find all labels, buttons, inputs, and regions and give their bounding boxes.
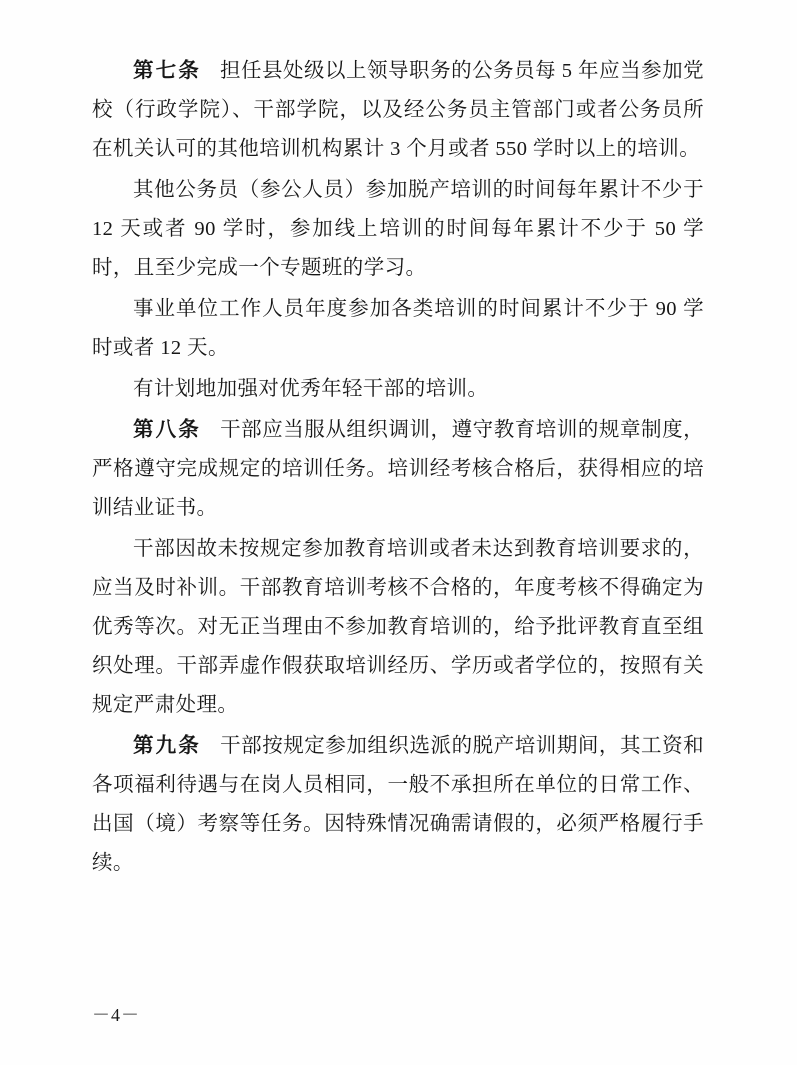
paragraph-text-1: 担任县处级以上领导职务的公务员每 5 年应当参加党校（行政学院）、干部学院，以及经公务员主管部门或者公务员所在机关认可的其他培训机构累计 3 个月或者 550 学时以上的培训。 [92, 60, 705, 160]
paragraph-5 [92, 411, 704, 528]
paragraph-3 [92, 290, 704, 368]
article-label-3: 第九条 [133, 735, 201, 757]
paragraph-text-7: 干部按规定参加组织选派的脱产培训期间，其工资和各项福利待遇与在岗人员相同，一般不承担所在单位的日常工作、出国（境）考察等任务。因特殊情况确需请假的，必须严格履行手续。 [92, 735, 705, 874]
paragraph-4 [92, 370, 704, 409]
paragraph-text-3: 事业单位工作人员年度参加各类培训的时间累计不少于 90 学时或者 12 天。 [92, 298, 704, 359]
paragraph-1 [92, 52, 704, 169]
article-label-2: 第八条 [133, 419, 201, 441]
paragraph-6 [92, 530, 704, 725]
paragraph-text-5: 干部应当服从组织调训，遵守教育培训的规章制度，严格遵守完成规定的培训任务。培训经考核合格后，获得相应的培训结业证书。 [92, 419, 705, 519]
paragraph-text-4: 有计划地加强对优秀年轻干部的培训。 [133, 378, 489, 400]
paragraph-2 [92, 171, 704, 288]
page-number: －4－ [92, 1005, 140, 1025]
paragraph-text-6: 干部因故未按规定参加教育培训或者未达到教育培训要求的，应当及时补训。干部教育培训考核不合格的，年度考核不得确定为优秀等次。对无正当理由不参加教育培训的，给予批评教育直至组织处理。干部弄虚作假获取培训经历、学历或者学位的，按照有关规定严肃处理。 [92, 538, 704, 716]
article-label-1: 第七条 [133, 60, 201, 82]
paragraph-7 [92, 727, 704, 883]
paragraph-text-2: 其他公务员（参公人员）参加脱产培训的时间每年累计不少于 12 天或者 90 学时，参加线上培训的时间每年累计不少于 50 学时，且至少完成一个专题班的学习。 [92, 179, 704, 279]
document-body [92, 52, 704, 883]
